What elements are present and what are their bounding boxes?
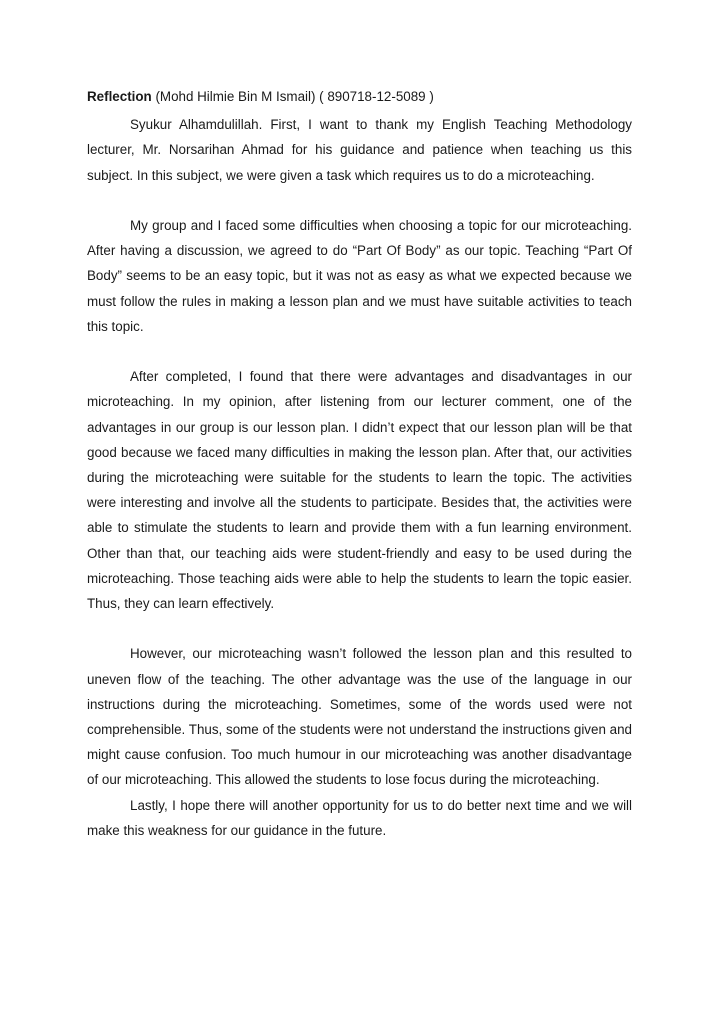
paragraph-topic-choice: My group and I faced some difficulties when choosing a topic for our microteaching. After having a discussion, we agreed to do “Part Of Body” as our topic. Teaching “Part Of Body” seems to be an easy topic, but it was not as easy as what we expected because we must follow the rules in making a lesson plan and we must have suitable activities to teach this topic. (87, 218, 632, 334)
reflection-heading (87, 84, 632, 109)
paragraph-conclusion: Lastly, I hope there will another opportunity for us to do better next time and we will make this weakness for our guidance in the future. (87, 797, 632, 838)
document-body (87, 84, 632, 843)
heading-author-info: (Mohd Hilmie Bin M Ismail) ( 890718-12-5089 ) (151, 89, 434, 104)
paragraph-advantages: After completed, I found that there were advantages and disadvantages in our microteaching. In my opinion, after listening from our lecturer comment, one of the advantages in our group is our lesson plan. I didn’t expect that our lesson plan will be that good because we faced many difficulties in making the lesson plan. After that, our activities during the microteaching were suitable for the students to learn the topic. The activities were interesting and involve all the students to participate. Besides that, the activities were able to stimulate the students to learn and provide them with a fun learning environment. Other than that, our teaching aids were student-friendly and easy to be used during the microteaching. Those teaching aids were able to help the students to learn the topic easier. Thus, they can learn effectively. (87, 369, 632, 612)
paragraph-disadvantages: However, our microteaching wasn’t followed the lesson plan and this resulted to uneven flow of the teaching. The other advantage was the use of the language in our instructions during the microteaching. Sometimes, some of the words used were not comprehensible. Thus, some of the students were not understand the instructions given and might cause confusion. Too much humour in our microteaching was another disadvantage of our microteaching. This allowed the students to lose focus during the microteaching. (87, 646, 632, 788)
paragraph-introduction: Syukur Alhamdulillah. First, I want to thank my English Teaching Methodology lecturer, Mr. Norsarihan Ahmad for his guidance and patience when teaching us this subject. In this subject, we were given a task which requires us to do a microteaching. (87, 117, 632, 183)
heading-title: Reflection (87, 89, 152, 104)
